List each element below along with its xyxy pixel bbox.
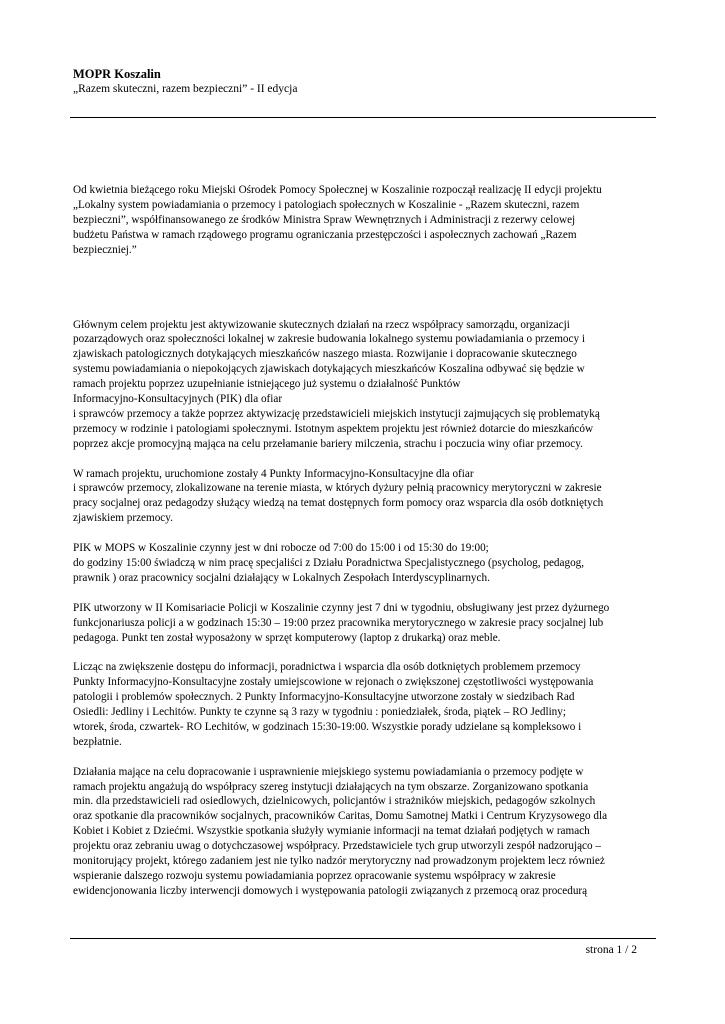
paragraph-pik-districts: Licząc na zwiększenie dostępu do informacji, poradnictwa i wsparcia dla osób dotkniętych problemem przemocy Punkty Informacyjno-Konsultacyjne zostały umiejscowione w rejonach o zwiększonej częstotliwości występowania patologii i problemów społecznych. 2 Punkty Informacyjno-Konsultacyjne utworzone zostały w siedzibach Rad Osiedli: Jedliny i Lechitów. Punkty te czynne są 3 razy w tygodniu : poniedziałek, środa, piątek – RO Jedliny; wtorek, środa, czwartek- RO Lechitów, w godzinach 15:30-19:00. Wszystkie porady udzielane są kompleksowo i bezpłatnie. xyxy=(73,661,594,748)
header-divider xyxy=(70,117,656,118)
paragraph-goal: Głównym celem projektu jest aktywizowanie skutecznych działań na rzecz współpracy samorządu, organizacji pozarządowych oraz społeczności lokalnej w zakresie budowania lokalnego systemu powiadamiania o przemocy i zjawiskach patologicznych dotykających mieszkańców naszego miasta. Rozwijanie i dopracowanie skutecznego systemu powiadamiania o niepokojących zjawiskach dotykających mieszkańców Koszalina odbywać się będzie w ramach projektu poprzez uzupełnianie istniejącego już systemu o działalność Punktów Informacyjno-Konsultacyjnych (PIK) dla ofiar i sprawców przemocy a także poprzez aktywizację przedstawicieli miejskich instytucji zajmujących się problematyką przemocy w rodzinie i patologiami społecznymi. Istotnym aspektem projektu jest również dotarcie do mieszkańców poprzez akcje promocyjną mająca na celu przełamanie bariery milczenia, strachu i poczucia winy ofiar przemocy. xyxy=(73,318,600,450)
paragraph-pik-mops: PIK w MOPS w Koszalinie czynny jest w dni robocze od 7:00 do 15:00 i od 15:30 do 19:00; do godziny 15:00 świadczą w nim pracę specjaliści z Działu Poradnictwa Specjalistycznego (psycholog, pedagog, prawnik ) oraz pracownicy socjalni działający w Lokalnych Zespołach Interdyscyplinarnych. xyxy=(73,542,585,584)
document-body xyxy=(73,183,663,899)
project-subtitle: „Razem skuteczni, razem bezpieczni” - II edycja xyxy=(73,83,298,95)
footer-divider xyxy=(70,938,656,939)
paragraph-pik-points: W ramach projektu, uruchomione zostały 4 Punkty Informacyjno-Konsultacyjne dla ofiar i sprawców przemocy, zlokalizowane na terenie miasta, w których dyżury pełnią pracownicy merytoryczni w zakresie pracy socjalnej oraz pedagodzy służący wiedzą na temat dostępnych form pomocy oraz wsparcia dla osób dotkniętych zjawiskiem przemocy. xyxy=(73,467,604,525)
page-number: strona 1 / 2 xyxy=(585,944,637,956)
paragraph-cooperation: Działania mające na celu dopracowanie i usprawnienie miejskiego systemu powiadamiania o przemocy podjęte w ramach projektu angażują do współpracy szereg instytucji działających na tym obszarze. Zorganizowano spotkania min. dla przedstawicieli rad osiedlowych, dzielnicowych, policjantów i strażników miejskich, pedagogów szkolnych oraz spotkanie dla pracowników socjalnych, pracowników Caritas, Domu Samotnej Matki i Centrum Kryzysowego dla Kobiet i Kobiet z Dziećmi. Wszystkie spotkania służyły wymianie informacji na temat działań podjętych w ramach projektu oraz zebraniu uwag o dotychczasowej współpracy. Przedstawiciele tych grup utworzyli zespół nadzorująco – monitorujący projekt, którego zadaniem jest nie tylko nadzór merytoryczny nad prowadzonym projektem lecz również wspieranie dalszego rozwoju systemu powiadamiania poprzez opracowanie systemu współpracy w zakresie ewidencjonowania liczby interwencji domowych i występowania patologii związanych z przemocą oraz procedurą xyxy=(73,765,608,897)
paragraph-pik-police: PIK utworzony w II Komisariacie Policji w Koszalinie czynny jest 7 dni w tygodniu, obsługiwany jest przez dyżurnego funkcjonariusza policji a w godzinach 15:30 – 19:00 przez pracownika merytorycznego w zakresie pracy socjalnej lub pedagoga. Punkt ten został wyposażony w sprzęt komputerowy (laptop z drukarką) oraz meble. xyxy=(73,601,610,644)
document-header xyxy=(73,66,663,97)
paragraph-intro: Od kwietnia bieżącego roku Miejski Ośrodek Pomocy Społecznej w Koszalinie rozpoczął realizację II edycji projektu „Lokalny system powiadamiania o przemocy i patologiach społecznych w Koszalinie - „Razem skuteczni, razem bezpieczni”, współfinansowanego ze środków Ministra Spraw Wewnętrznych i Administracji z rezerwy celowej budżetu Państwa w ramach rządowego programu ograniczania przestępczości i aspołecznych zachowań „Razem bezpieczniej.” xyxy=(73,184,602,256)
organization-name: MOPR Koszalin xyxy=(73,67,161,81)
